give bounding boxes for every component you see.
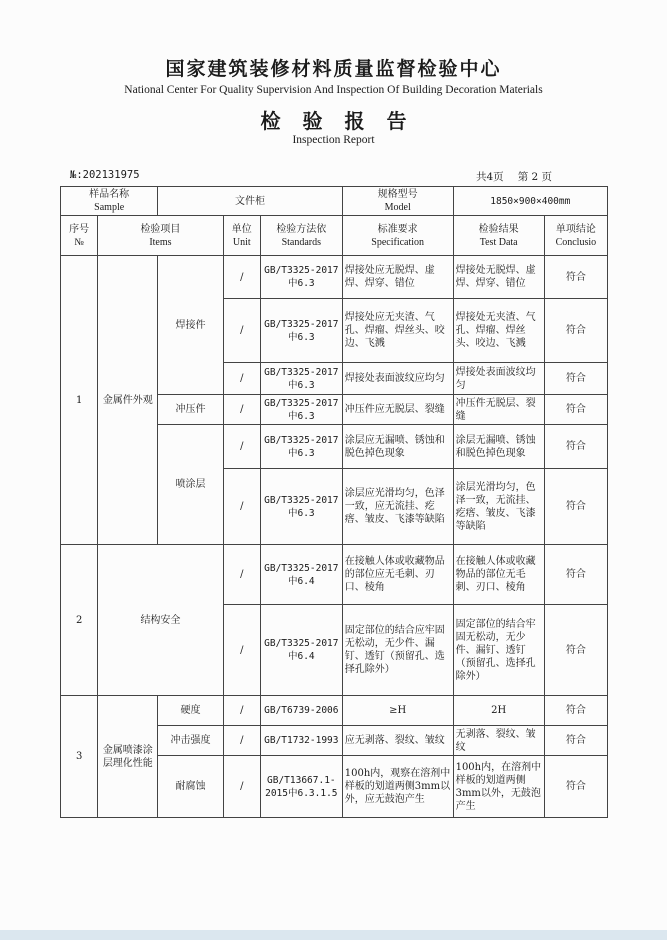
col-seq: 序号 № — [61, 216, 98, 256]
group-name: 金属喷漆涂层理化性能 — [98, 696, 158, 818]
sample-value: 文件柜 — [158, 187, 342, 216]
spec-cell: 在接触人体或收藏物品的部位应无毛刺、刃口、棱角 — [342, 545, 453, 605]
group-number: 3 — [61, 696, 98, 818]
table-row — [61, 256, 608, 299]
unit-cell: / — [223, 756, 260, 818]
conclusion-cell: 符合 — [544, 299, 607, 363]
unit-cell: / — [223, 545, 260, 605]
group-number: 1 — [61, 256, 98, 545]
group-name: 金属件外观 — [98, 256, 158, 545]
page-number: 第 2 页 — [517, 171, 553, 183]
header-row — [61, 216, 608, 256]
standard-cell: GB/T3325-2017中6.4 — [260, 545, 342, 605]
result-cell: 100h内，在溶剂中样板的划道两侧3mm以外，无鼓泡产生 — [453, 756, 544, 818]
subgroup-name: 硬度 — [158, 696, 223, 726]
spec-cell: 焊接处表面波纹应均匀 — [342, 363, 453, 395]
spec-cell: 100h内，观察在溶剂中样板的划道两侧3mm以外，应无鼓泡产生 — [342, 756, 453, 818]
standard-cell: GB/T3325-2017中6.4 — [260, 605, 342, 696]
model-label: 规格型号 Model — [342, 187, 453, 216]
unit-cell: / — [223, 726, 260, 756]
page-indicator — [476, 169, 566, 184]
conclusion-cell: 符合 — [544, 425, 607, 469]
subgroup-name: 焊接件 — [158, 256, 223, 395]
spec-cell: 焊接处应无夹渣、气孔、焊瘤、焊丝头、咬边、飞溅 — [342, 299, 453, 363]
conclusion-cell: 符合 — [544, 726, 607, 756]
conclusion-cell: 符合 — [544, 756, 607, 818]
spec-cell: 冲压件应无脱层、裂缝 — [342, 395, 453, 425]
result-cell: 焊接处无脱焊、虚焊、焊穿、错位 — [453, 256, 544, 299]
result-cell: 无剥落、裂纹、皱纹 — [453, 726, 544, 756]
unit-cell: / — [223, 299, 260, 363]
subgroup-name: 冲压件 — [158, 395, 223, 425]
conclusion-cell: 符合 — [544, 696, 607, 726]
subgroup-name: 喷涂层 — [158, 425, 223, 545]
report-number: №:202131975 — [70, 169, 140, 181]
spec-cell: 焊接处应无脱焊、虚焊、焊穿、错位 — [342, 256, 453, 299]
org-name-cn: 国家建筑装修材料质量监督检验中心 — [165, 58, 502, 80]
result-cell: 涂层无漏喷、锈蚀和脱色掉色现象 — [453, 425, 544, 469]
spec-cell: 涂层应无漏喷、锈蚀和脱色掉色现象 — [342, 425, 453, 469]
model-value: 1850×900×400mm — [453, 187, 607, 216]
result-cell: 焊接处表面波纹均匀 — [453, 363, 544, 395]
result-cell: 固定部位的结合牢固无松动，无少件、漏钉、透钉（预留孔、选择孔除外） — [453, 605, 544, 696]
col-standards: 检验方法依 Standards — [260, 216, 342, 256]
result-cell: 在接触人体或收藏物品的部位无毛刺、刃口、棱角 — [453, 545, 544, 605]
conclusion-cell: 符合 — [544, 605, 607, 696]
conclusion-cell: 符合 — [544, 256, 607, 299]
standard-cell: GB/T3325-2017中6.3 — [260, 425, 342, 469]
unit-cell: / — [223, 363, 260, 395]
sample-label: 样品名称 Sample — [61, 187, 158, 216]
sample-row — [61, 187, 608, 216]
standard-cell: GB/T1732-1993 — [260, 726, 342, 756]
col-unit: 单位 Unit — [223, 216, 260, 256]
col-test-data: 检验结果 Test Data — [453, 216, 544, 256]
unit-cell: / — [223, 605, 260, 696]
result-cell: 焊接处无夹渣、气孔、焊瘤、焊丝头、咬边、飞溅 — [453, 299, 544, 363]
report-title-en: Inspection Report — [292, 134, 375, 146]
spec-cell: ≥H — [342, 696, 453, 726]
table-row — [61, 545, 608, 605]
table-row — [61, 696, 608, 726]
inspection-table — [60, 186, 608, 818]
result-cell: 涂层光滑均匀，色泽一致，无流挂、疙瘩、皱皮、飞漆等缺陷 — [453, 469, 544, 545]
standard-cell: GB/T3325-2017中6.3 — [260, 395, 342, 425]
standard-cell: GB/T3325-2017中6.3 — [260, 256, 342, 299]
col-conclusion: 单项结论 Conclusio — [544, 216, 607, 256]
standard-cell: GB/T13667.1-2015中6.3.1.5 — [260, 756, 342, 818]
unit-cell: / — [223, 469, 260, 545]
bottom-edge — [0, 930, 667, 940]
standard-cell: GB/T3325-2017中6.3 — [260, 363, 342, 395]
unit-cell: / — [223, 425, 260, 469]
spec-cell: 固定部位的结合应牢固无松动，无少件、漏钉、透钉（预留孔、选择孔除外） — [342, 605, 453, 696]
group-number: 2 — [61, 545, 98, 696]
subgroup-name: 冲击强度 — [158, 726, 223, 756]
report-title-cn: 检验报告 — [260, 109, 429, 133]
unit-cell: / — [223, 395, 260, 425]
group-name: 结构安全 — [98, 545, 223, 696]
spec-cell: 涂层应光滑均匀，色泽一致，应无流挂、疙瘩、皱皮、飞漆等缺陷 — [342, 469, 453, 545]
org-name-en: National Center For Quality Supervision And Inspection Of Building Decoration Materials — [124, 84, 543, 96]
conclusion-cell: 符合 — [544, 545, 607, 605]
subgroup-name: 耐腐蚀 — [158, 756, 223, 818]
standard-cell: GB/T3325-2017中6.3 — [260, 299, 342, 363]
conclusion-cell: 符合 — [544, 363, 607, 395]
unit-cell: / — [223, 696, 260, 726]
conclusion-cell: 符合 — [544, 469, 607, 545]
unit-cell: / — [223, 256, 260, 299]
col-items: 检验项目 Items — [98, 216, 223, 256]
result-cell: 冲压件无脱层、裂缝 — [453, 395, 544, 425]
standard-cell: GB/T3325-2017中6.3 — [260, 469, 342, 545]
result-cell: 2H — [453, 696, 544, 726]
conclusion-cell: 符合 — [544, 395, 607, 425]
spec-cell: 应无剥落、裂纹、皱纹 — [342, 726, 453, 756]
standard-cell: GB/T6739-2006 — [260, 696, 342, 726]
total-pages: 共4页 — [476, 171, 504, 183]
col-specification: 标准要求 Specification — [342, 216, 453, 256]
